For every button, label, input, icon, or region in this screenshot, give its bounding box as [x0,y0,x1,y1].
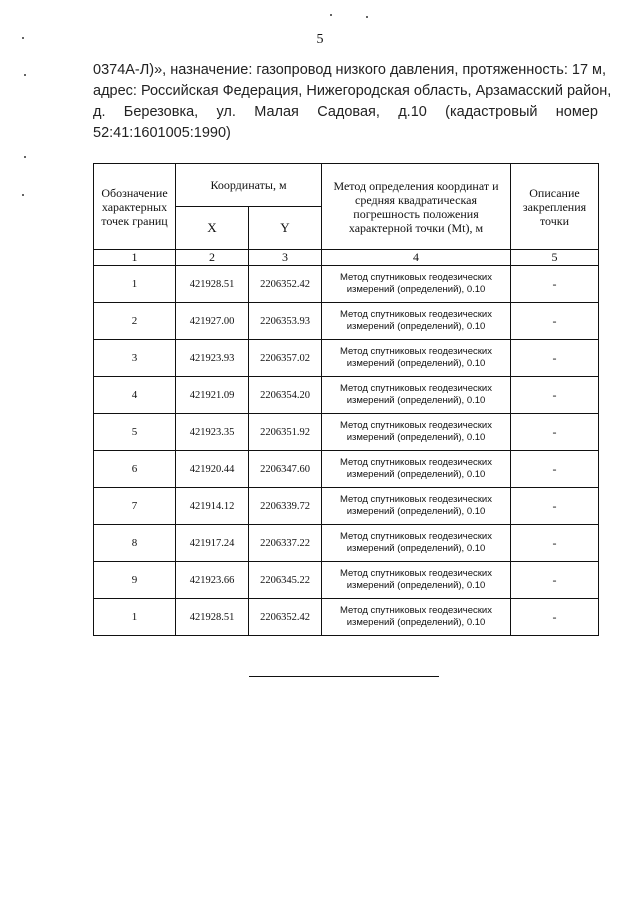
scan-speck [24,74,26,76]
coord-x: 421923.93 [176,340,249,377]
method-cell: Метод спутниковых геодезических измерений (определений), 0.10 [322,377,511,414]
coord-y: 2206339.72 [249,488,322,525]
paragraph-word: Березовка, [123,104,199,120]
point-number: 1 [94,266,176,303]
coord-y: 2206353.93 [249,303,322,340]
point-number: 3 [94,340,176,377]
table-row [94,451,599,488]
scan-speck [330,14,332,16]
table-row [94,303,599,340]
description-cell: - [511,562,599,599]
scan-speck [22,194,24,196]
coord-y: 2206357.02 [249,340,322,377]
paragraph-word: Малая [254,104,299,120]
description-cell: - [511,340,599,377]
body-paragraph [93,60,612,144]
method-cell: Метод спутниковых геодезических измерений (определений), 0.10 [322,414,511,451]
table-row [94,488,599,525]
coordinates-table [93,163,599,636]
scan-speck [366,16,368,18]
point-number: 4 [94,377,176,414]
description-cell: - [511,266,599,303]
coord-y: 2206352.42 [249,599,322,636]
table-row [94,525,599,562]
method-cell: Метод спутниковых геодезических измерений (определений), 0.10 [322,340,511,377]
column-number: 1 [94,250,176,266]
table-row [94,414,599,451]
header-y: Y [249,207,322,250]
coord-x: 421923.66 [176,562,249,599]
column-number: 5 [511,250,599,266]
table-row [94,266,599,303]
paragraph-word: (кадастровый [445,104,538,120]
coord-x: 421928.51 [176,266,249,303]
method-cell: Метод спутниковых геодезических измерений (определений), 0.10 [322,525,511,562]
description-cell: - [511,377,599,414]
header-description: Описание закрепления точки [511,164,599,250]
coord-x: 421928.51 [176,599,249,636]
paragraph-word: Садовая, [317,104,380,120]
point-number: 8 [94,525,176,562]
header-method: Метод определения координат и средняя квадратическая погрешность положения характерной точки (Mt), м [322,164,511,250]
table-row [94,599,599,636]
table-row [94,377,599,414]
method-cell: Метод спутниковых геодезических измерений (определений), 0.10 [322,303,511,340]
point-number: 7 [94,488,176,525]
page-number: 5 [316,32,324,47]
description-cell: - [511,451,599,488]
paragraph-word: д.10 [398,104,427,120]
method-cell: Метод спутниковых геодезических измерений (определений), 0.10 [322,451,511,488]
coord-y: 2206347.60 [249,451,322,488]
scan-speck [24,156,26,158]
description-cell: - [511,414,599,451]
table-row [94,562,599,599]
coord-x: 421917.24 [176,525,249,562]
coord-y: 2206354.20 [249,377,322,414]
paragraph-line: 0374А-Л)», назначение: газопровод низкого давления, протяженность: 17 м, [93,62,607,78]
column-number: 4 [322,250,511,266]
coord-y: 2206337.22 [249,525,322,562]
point-number: 9 [94,562,176,599]
method-cell: Метод спутниковых геодезических измерений (определений), 0.10 [322,266,511,303]
end-separator-line [249,676,439,677]
paragraph-word: номер [555,104,598,120]
paragraph-line-justified [93,102,598,123]
method-cell: Метод спутниковых геодезических измерений (определений), 0.10 [322,562,511,599]
point-number: 2 [94,303,176,340]
coord-x: 421921.09 [176,377,249,414]
column-number: 2 [176,250,249,266]
point-number: 1 [94,599,176,636]
coord-y: 2206351.92 [249,414,322,451]
method-cell: Метод спутниковых геодезических измерений (определений), 0.10 [322,488,511,525]
method-cell: Метод спутниковых геодезических измерений (определений), 0.10 [322,599,511,636]
coord-y: 2206345.22 [249,562,322,599]
header-designation: Обозначение характерных точек границ [94,164,176,250]
header-coordinates: Координаты, м [176,164,322,207]
column-number: 3 [249,250,322,266]
coord-y: 2206352.42 [249,266,322,303]
description-cell: - [511,303,599,340]
table-row [94,340,599,377]
description-cell: - [511,525,599,562]
coord-x: 421923.35 [176,414,249,451]
paragraph-line: адрес: Российская Федерация, Нижегородская область, Арзамасский район, [93,83,612,99]
scan-speck [22,37,24,39]
point-number: 5 [94,414,176,451]
header-x: X [176,207,249,250]
coord-x: 421914.12 [176,488,249,525]
paragraph-word: д. [93,104,106,120]
point-number: 6 [94,451,176,488]
coord-x: 421920.44 [176,451,249,488]
paragraph-word: ул. [216,104,236,120]
coord-x: 421927.00 [176,303,249,340]
description-cell: - [511,599,599,636]
description-cell: - [511,488,599,525]
paragraph-line: 52:41:1601005:1990) [93,125,231,141]
